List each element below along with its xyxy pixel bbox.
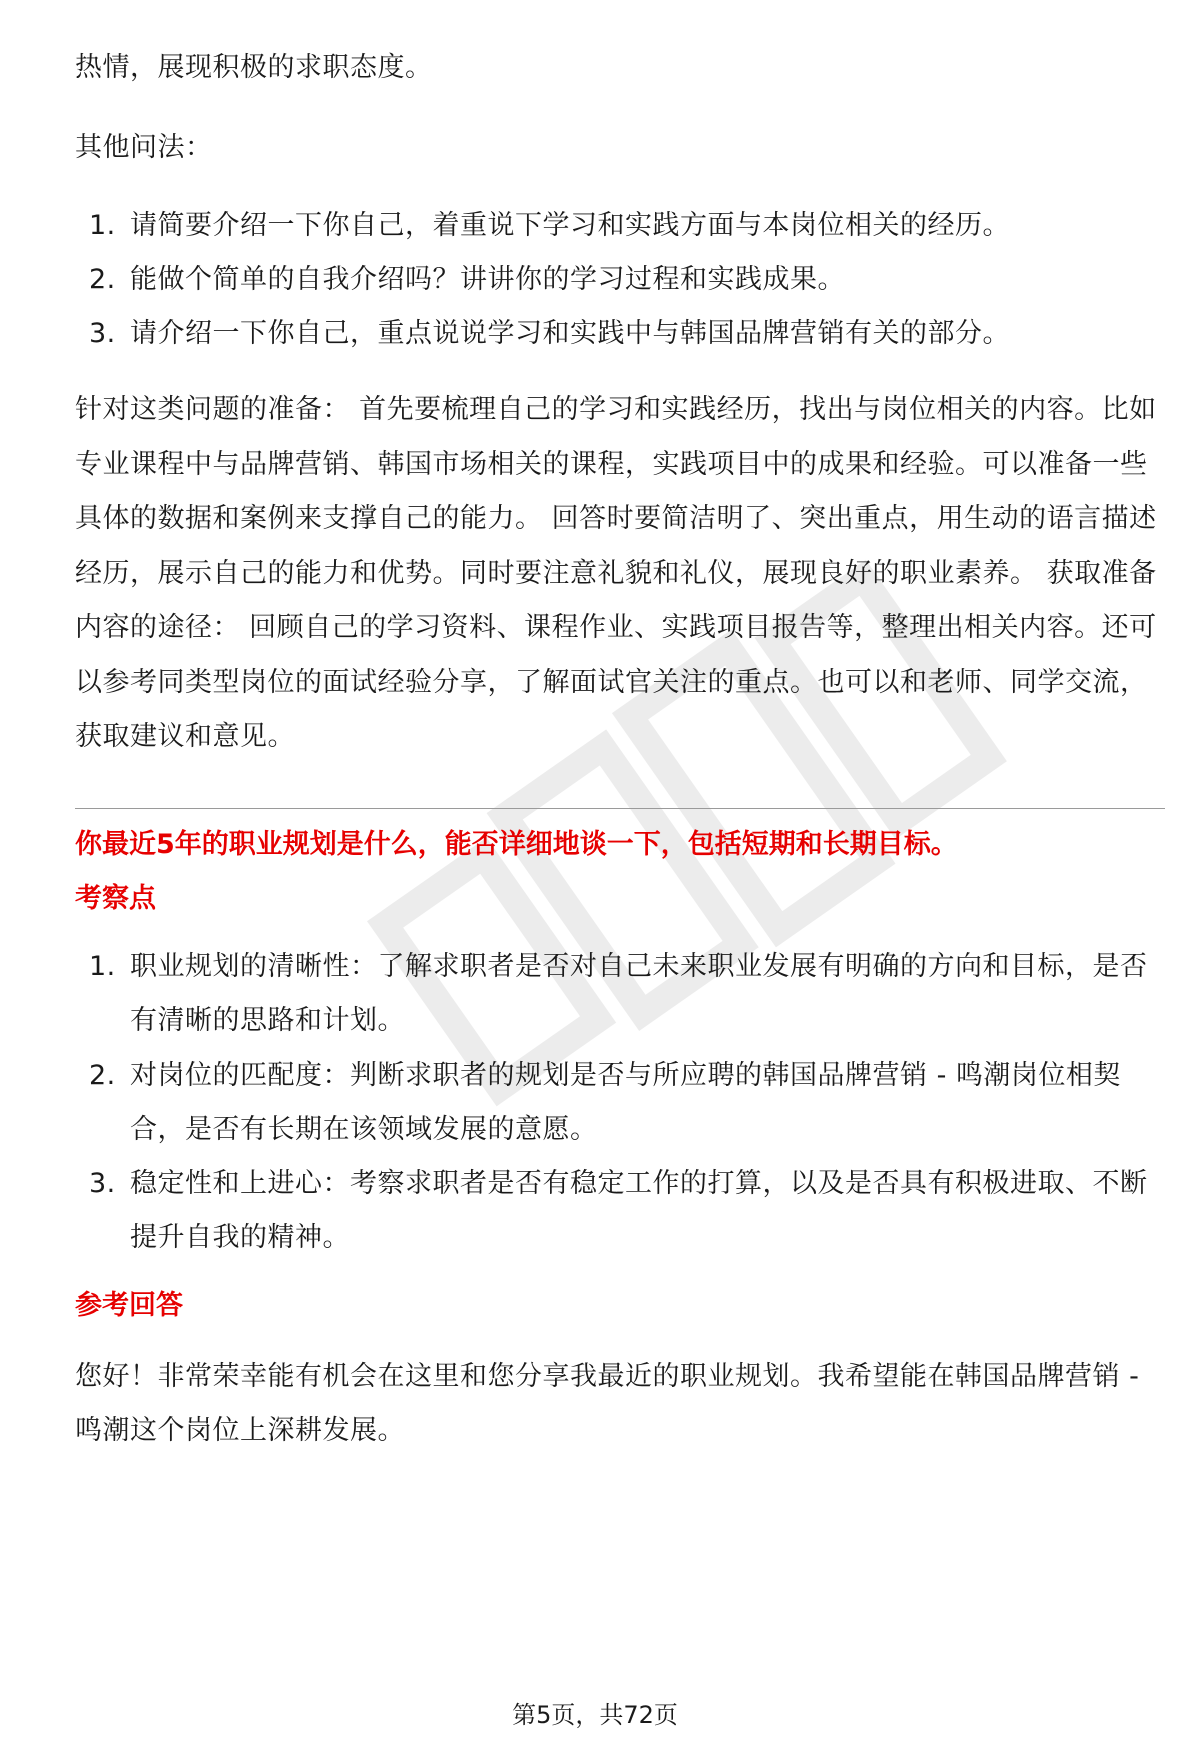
list-item-text: 职业规划的清晰性：了解求职者是否对自己未来职业发展有明确的方向和目标，是否有清晰的思路和计划。: [130, 951, 1148, 1036]
reference-answer-heading: 参考回答: [75, 1290, 183, 1321]
list-item: [75, 304, 1165, 364]
question-title: 你最近5年的职业规划是什么，能否详细地谈一下，包括短期和长期目标。: [75, 829, 958, 860]
list-item-number: 1.: [89, 210, 116, 241]
list-item-text: 请介绍一下你自己，重点说说学习和实践中与韩国品牌营销有关的部分。: [130, 318, 1010, 349]
other-questions-label: 其他问法：: [75, 132, 213, 163]
list-item-text: 能做个简单的自我介绍吗？讲讲你的学习过程和实践成果。: [130, 264, 845, 295]
list-item-text: 稳定性和上进心：考察求职者是否有稳定工作的打算，以及是否具有积极进取、不断提升自我的精神。: [130, 1168, 1148, 1253]
list-item: [75, 1157, 1165, 1265]
reference-answer-text: 您好！非常荣幸能有机会在这里和您分享我最近的职业规划。我希望能在韩国品牌营销 - 鸣潮这个岗位上深耕发展。: [75, 1361, 1140, 1446]
list-item: [75, 250, 1165, 310]
intro-tail-text: 热情，展现积极的求职态度。: [75, 52, 433, 83]
list-item-number: 3.: [89, 1168, 116, 1199]
list-item: [75, 196, 1165, 256]
list-item: [75, 940, 1165, 1048]
list-item-text: 请简要介绍一下你自己，着重说下学习和实践方面与本岗位相关的经历。: [130, 210, 1010, 241]
focus-points-heading: 考察点: [75, 883, 156, 914]
list-item-number: 1.: [89, 951, 116, 982]
list-item-text: 对岗位的匹配度：判断求职者的规划是否与所应聘的韩国品牌营销 - 鸣潮岗位相契合，是否有长期在该领域发展的意愿。: [130, 1060, 1121, 1145]
section-divider: [75, 808, 1165, 809]
list-item-number: 2.: [89, 264, 116, 295]
page-footer: 第5页，共72页: [512, 1701, 678, 1729]
list-item: [75, 1049, 1165, 1157]
list-item-number: 2.: [89, 1060, 116, 1091]
preparation-paragraph: 针对这类问题的准备： 首先要梳理自己的学习和实践经历，找出与岗位相关的内容。比如专业课程中与品牌营销、韩国市场相关的课程，实践项目中的成果和经验。可以准备一些具体的数据和案例来支撑自己的能力。 回答时要简洁明了、突出重点，用生动的语言描述经历，展示自己的能力和优势。同时要注意礼貌和礼仪，展现良好的职业素养。 获取准备内容的途径： 回顾自己的学习资料、课程作业、实践项目报告等，整理出相关内容。还可以参考同类型岗位的面试经验分享，了解面试官关注的重点。也可以和老师、同学交流，获取建议和意见。: [75, 394, 1157, 752]
list-item-number: 3.: [89, 318, 116, 349]
